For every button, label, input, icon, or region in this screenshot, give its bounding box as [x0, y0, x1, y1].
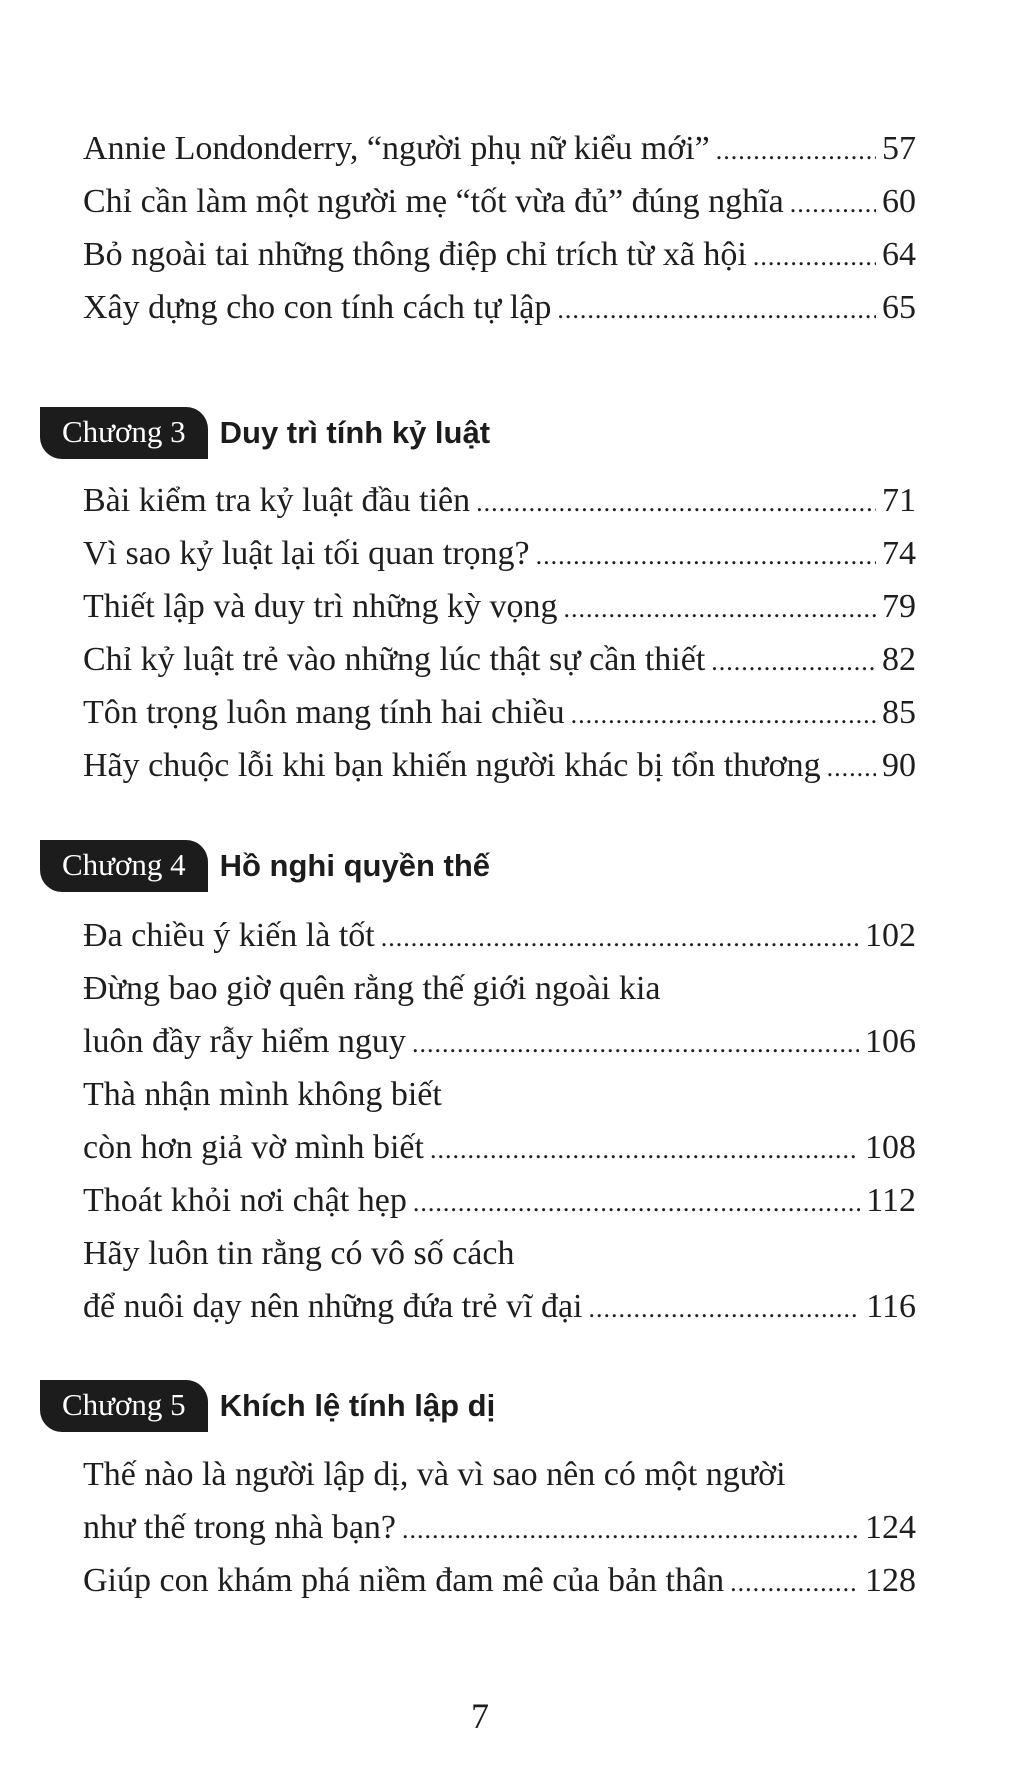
toc-entry-title: Thiết lập và duy trì những kỳ vọng	[83, 588, 558, 625]
toc-entry-title: Xây dựng cho con tính cách tự lập	[83, 289, 552, 326]
toc-entry[interactable]	[83, 633, 916, 686]
toc-entry-page: 128	[865, 1562, 916, 1599]
chapter-3-header	[40, 405, 490, 461]
toc-entry[interactable]	[83, 1121, 916, 1174]
toc-entry-page: 102	[865, 917, 916, 954]
dot-leader	[430, 1123, 859, 1176]
toc-entry[interactable]	[83, 474, 916, 527]
dot-leader	[402, 1503, 859, 1556]
toc-entry-title: Bài kiểm tra kỷ luật đầu tiên	[83, 482, 471, 519]
toc-entry-title: còn hơn giả vờ mình biết	[83, 1129, 424, 1166]
toc-entry-title: Bỏ ngoài tai những thông điệp chỉ trích từ xã hội	[83, 236, 747, 273]
toc-entry[interactable]	[83, 686, 916, 739]
toc-entry-page: 79	[882, 588, 916, 625]
toc-entry[interactable]	[83, 909, 916, 962]
page-number: 7	[471, 1696, 489, 1736]
dot-leader	[589, 1282, 861, 1335]
dot-leader	[381, 911, 859, 964]
toc-entry[interactable]	[83, 1554, 916, 1607]
toc-entry-title: để nuôi dạy nên những đứa trẻ vĩ đại	[83, 1288, 583, 1325]
toc-entry-page: 60	[882, 183, 916, 220]
toc-chapter-4	[83, 909, 916, 1333]
toc-entry-page: 112	[866, 1182, 916, 1219]
toc-entry[interactable]	[83, 1280, 916, 1333]
toc-entry-title: Thoát khỏi nơi chật hẹp	[83, 1182, 407, 1219]
toc-entry-title: Vì sao kỷ luật lại tối quan trọng?	[83, 535, 530, 572]
toc-entry[interactable]	[83, 1174, 916, 1227]
toc-entry[interactable]	[83, 1015, 916, 1068]
toc-entry-first-line: Thế nào là người lập dị, và vì sao nên có một người	[83, 1456, 786, 1493]
toc-entry-page: 82	[882, 641, 916, 678]
chapter-title: Duy trì tính kỷ luật	[219, 415, 491, 450]
toc-entry-title: Annie Londonderry, “người phụ nữ kiểu mới”	[83, 130, 710, 167]
dot-leader	[557, 283, 876, 336]
chapter-4-header	[40, 838, 490, 894]
toc-entry-title: Đa chiều ý kiến là tốt	[83, 917, 375, 954]
toc-entry-title: Chỉ cần làm một người mẹ “tốt vừa đủ” đúng nghĩa	[83, 183, 784, 220]
chapter-label: Chương 4	[40, 840, 208, 892]
toc-entry[interactable]	[83, 228, 916, 281]
toc-entry[interactable]	[83, 175, 916, 228]
toc-entry-page: 57	[882, 130, 916, 167]
toc-entry-first-line: Hãy luôn tin rằng có vô số cách	[83, 1235, 515, 1272]
dot-leader	[476, 476, 876, 529]
dot-leader	[536, 529, 876, 582]
toc-entry-page: 64	[882, 236, 916, 273]
toc-entry-page: 116	[866, 1288, 916, 1325]
toc-entry-title: luôn đầy rẫy hiểm nguy	[83, 1023, 406, 1060]
toc-entry-page: 85	[882, 694, 916, 731]
toc-entry-title: Chỉ kỷ luật trẻ vào những lúc thật sự cần thiết	[83, 641, 706, 678]
dot-leader	[412, 1017, 859, 1070]
toc-entry[interactable]	[83, 739, 916, 792]
chapter-title: Hồ nghi quyền thế	[219, 848, 490, 883]
chapter-label: Chương 3	[40, 407, 208, 459]
dot-leader	[564, 582, 876, 635]
dot-leader	[827, 741, 876, 794]
chapter-label: Chương 5	[40, 1380, 208, 1432]
toc-entry-page: 74	[882, 535, 916, 572]
toc-entry[interactable]	[83, 281, 916, 334]
toc-entry-title: như thế trong nhà bạn?	[83, 1509, 397, 1546]
toc-entry[interactable]	[83, 122, 916, 175]
chapter-title: Khích lệ tính lập dị	[219, 1388, 496, 1423]
toc-entry-page: 71	[882, 482, 916, 519]
toc-entry-title: Giúp con khám phá niềm đam mê của bản thân	[83, 1562, 725, 1599]
toc-chapter-3	[83, 474, 916, 792]
dot-leader	[413, 1176, 860, 1229]
dot-leader	[730, 1556, 859, 1609]
toc-entry-page: 90	[882, 747, 916, 784]
dot-leader	[571, 688, 876, 741]
toc-entry[interactable]	[83, 580, 916, 633]
toc-entry[interactable]	[83, 527, 916, 580]
toc-entry-first-line: Thà nhận mình không biết	[83, 1076, 442, 1113]
toc-entry-first-line: Đừng bao giờ quên rằng thế giới ngoài kia	[83, 970, 661, 1007]
dot-leader	[711, 635, 876, 688]
dot-leader	[753, 230, 876, 283]
toc-entry-page: 124	[865, 1509, 916, 1546]
toc-entry-page: 108	[865, 1129, 916, 1166]
toc-entry-page: 106	[865, 1023, 916, 1060]
dot-leader	[790, 177, 876, 230]
toc-entry-page: 65	[882, 289, 916, 326]
toc-entry[interactable]	[83, 1501, 916, 1554]
toc-entry-title: Hãy chuộc lỗi khi bạn khiến người khác bị tổn thương	[83, 747, 821, 784]
toc-entry-title: Tôn trọng luôn mang tính hai chiều	[83, 694, 565, 731]
chapter-5-header	[40, 1378, 495, 1434]
dot-leader	[716, 124, 876, 177]
toc-chapter-5	[83, 1448, 916, 1607]
toc-group-continued	[83, 122, 916, 334]
